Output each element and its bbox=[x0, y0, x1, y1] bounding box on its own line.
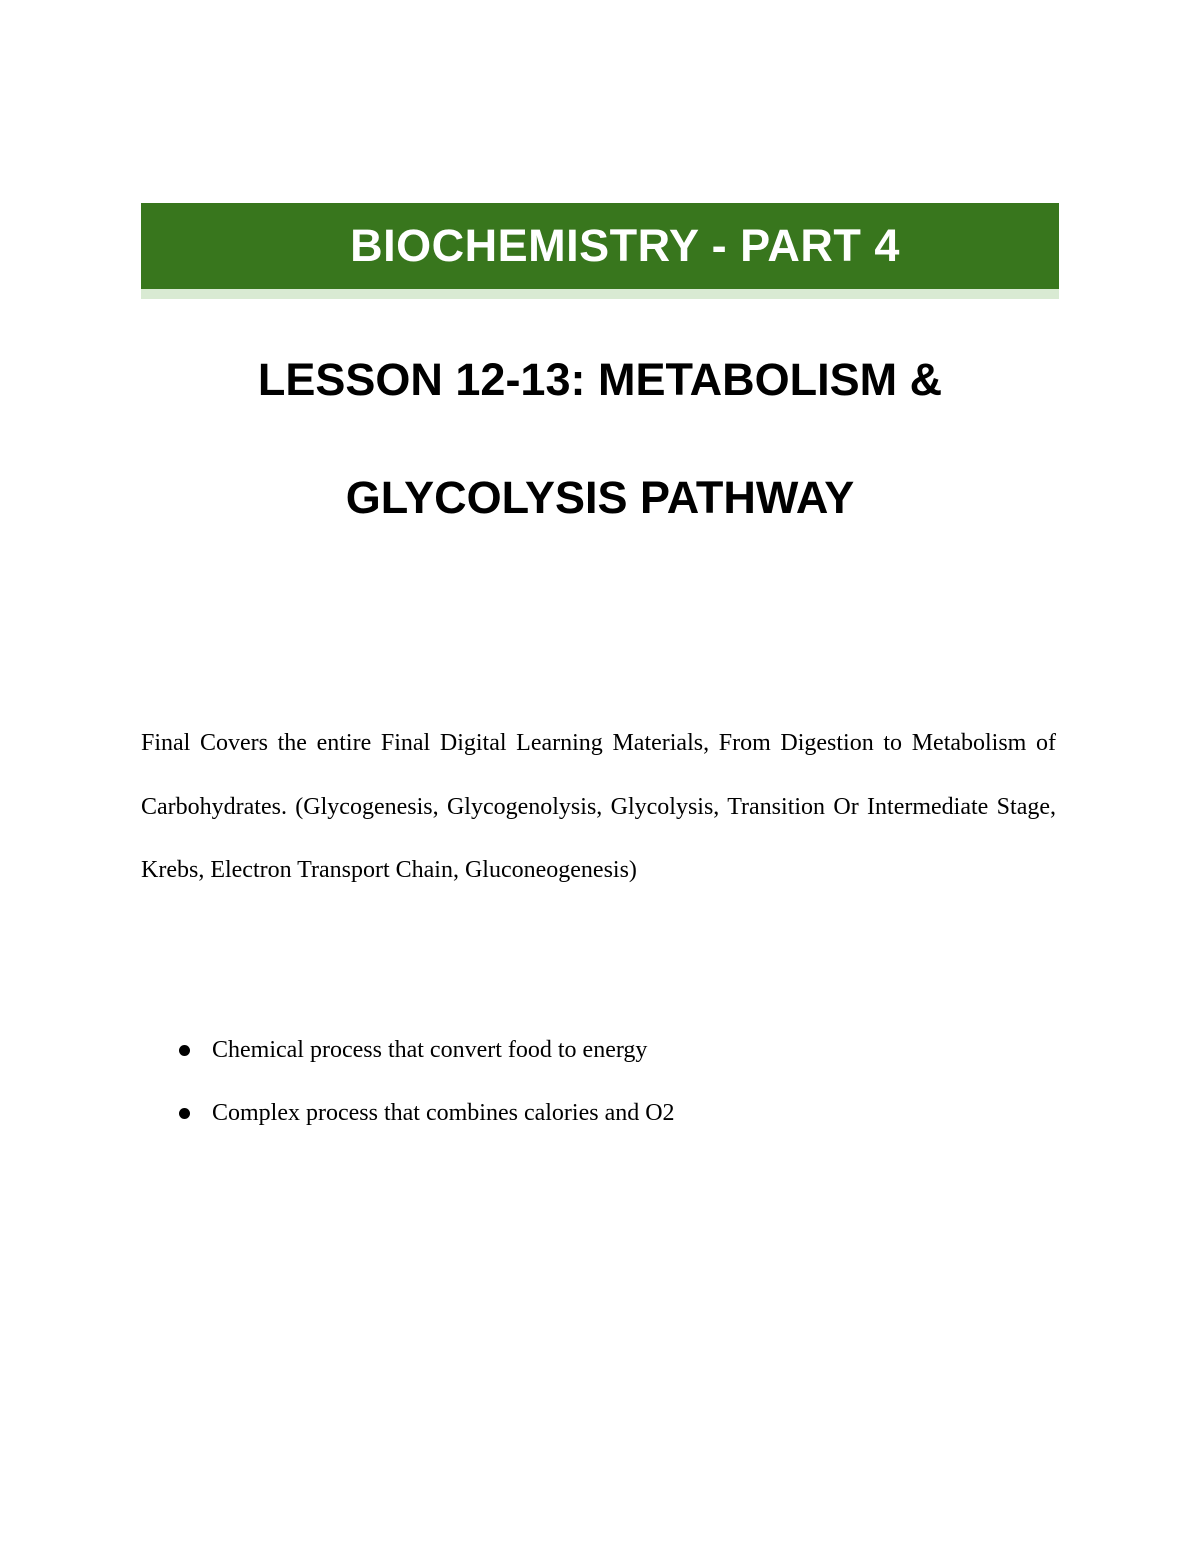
list-item bbox=[141, 1090, 1056, 1153]
list-item bbox=[141, 1027, 1056, 1090]
bullet-list bbox=[141, 1027, 1056, 1153]
title-banner bbox=[141, 203, 1059, 289]
lesson-title-line-2: GLYCOLYSIS PATHWAY bbox=[345, 472, 855, 523]
banner-underline bbox=[141, 289, 1059, 299]
bullet-dot-icon bbox=[179, 1045, 190, 1056]
bullet-text: Chemical process that convert food to energy bbox=[212, 1037, 648, 1063]
bullet-text: Complex process that combines calories and O2 bbox=[212, 1100, 675, 1126]
banner-title: BIOCHEMISTRY - PART 4 bbox=[350, 220, 900, 271]
lesson-title-line-1: LESSON 12-13: METABOLISM & bbox=[257, 354, 943, 405]
bullet-dot-icon bbox=[179, 1108, 190, 1119]
intro-paragraph: Final Covers the entire Final Digital Learning Materials, From Digestion to Metabolism of Carbohydrates. (Glycogenesis, Glycogenolysis, Glycolysis, Transition Or Intermediate Stage, Krebs, Electron Transport Chain, Gluconeogenesis) bbox=[141, 730, 1056, 883]
